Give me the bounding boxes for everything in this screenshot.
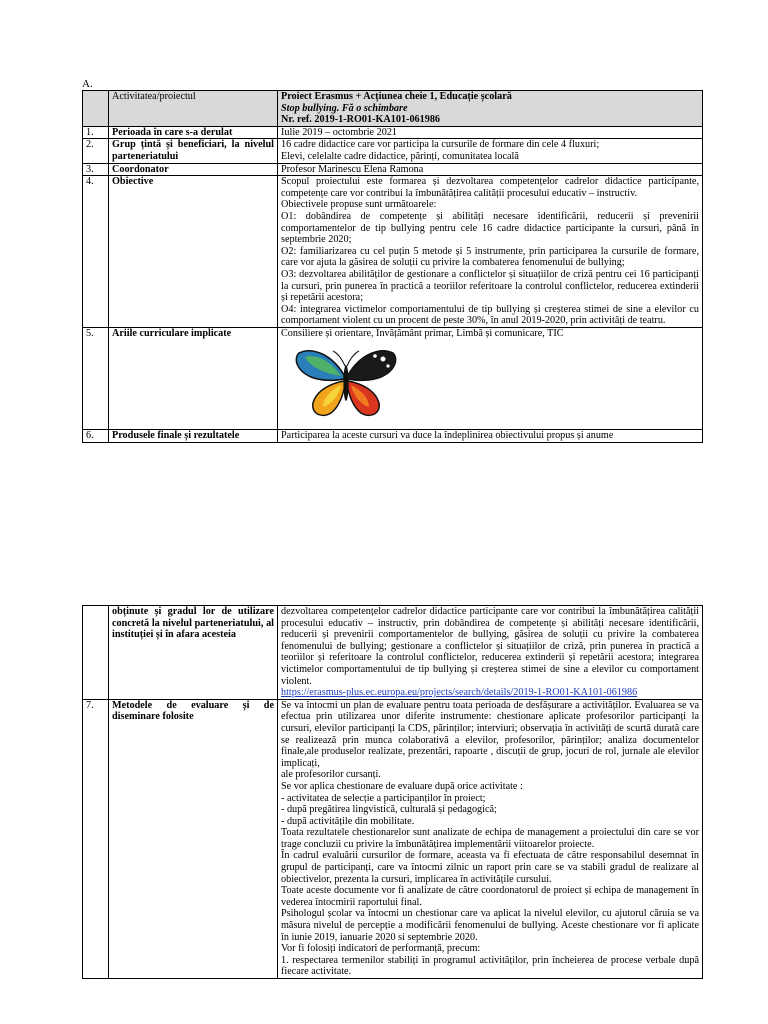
row-label: Coordonator: [109, 163, 278, 176]
table-row: [83, 176, 703, 328]
evaluation-paragraph: ale profesorilor cursanți.: [281, 769, 381, 781]
row-value: Participarea la aceste cursuri va duce la îndeplinirea obiectivului propus și anume: [278, 430, 703, 443]
row-number: 6.: [83, 430, 109, 443]
row-label: Obiective: [109, 176, 278, 328]
row-number-empty: [83, 606, 109, 700]
row-value: [278, 139, 703, 163]
target-group-line: 16 cadre didactice care vor participa la cursurile de formare din cele 4 fluxuri;: [281, 139, 600, 151]
evaluation-paragraph: 1. respectarea termenilor stabiliți în programul activităților, prin încheierea de procese verbale după fiecare activitate.: [281, 954, 699, 978]
project-link[interactable]: https://erasmus-plus.ec.europa.eu/projects/search/details/2019-1-RO01-KA101-061986: [281, 687, 638, 699]
row-number: 5.: [83, 327, 109, 430]
table-row: [83, 163, 703, 176]
butterfly-logo: [291, 345, 401, 423]
row-number: 3.: [83, 163, 109, 176]
project-title: Proiect Erasmus + Acțiunea cheie 1, Educație școlară: [281, 91, 512, 102]
row-label: Metodele de evaluare și de diseminare folosite: [109, 699, 278, 978]
evaluation-paragraph: Se vor aplica chestionare de evaluare după orice activitate :: [281, 780, 523, 792]
evaluation-paragraph: Toata rezultatele chestionarelor sunt analizate de echipa de management a proiectului din care se vor trage concluzii cu privire la îmbunătățirea implementării viitoarelor proiecte.: [281, 827, 699, 850]
evaluation-paragraph: În cadrul evaluării cursurilor de formare, aceasta va fi efectuata de către responsabilul desemnat în grupul de participanți, care va întocmi zilnic un raport prin care se va stabili gradul de realizare al obiectivelor, prezenta la cursuri, implicarea în activitățile cursului.: [281, 850, 699, 885]
project-table-page2: [82, 605, 703, 979]
results-text: dezvoltarea competențelor cadrelor didactice participante care vor contribui la îmbunătățirea calității procesului educativ – instructiv, prin dobândirea de competențe și abilități necesare identificării, reducerii și prevenirii comportamentelor de bullying, găsirea de soluții cu privire la combaterea fenomenului de bullying; gestionare a conflictelor și situațiilor de criză, prin punerea în practică a teoriilor și referitoare la controlul conflictelor, reducerea extinderii și repetării acestora; integrarea victimelor comportamentului de tip bullying și creșterea stimei de sine a elevilor cu comportament violent.: [281, 606, 699, 687]
table-header-row: [83, 91, 703, 127]
row-number: 2.: [83, 139, 109, 163]
evaluation-paragraph: Vor fi folosiți indicatori de performanță, precum:: [281, 943, 481, 955]
objectives-cell: [278, 176, 703, 328]
row-label: Perioada în care s-a derulat: [109, 126, 278, 139]
objectives-lead: Obiectivele propuse sunt următoarele:: [281, 199, 437, 211]
table-row: [83, 430, 703, 443]
header-title-cell: [278, 91, 703, 127]
project-table-page1: [82, 90, 703, 443]
results-cell: [278, 606, 703, 700]
table-row: [83, 327, 703, 430]
table-row: [83, 126, 703, 139]
evaluation-paragraph: Se va întocmi un plan de evaluare pentru toata perioada de desfășurare a activităților. Evaluarea se va efectua prin utilizarea unor diferite instrumente: chestionare aplicate profesorilor participanți la cursuri, elevilor participanți la CDS, părinților; interviuri; observația în activități de scurtă durată care se realizează prin munca colaborativă a elevilor, profesorilor, părinților; analiza documentelor finale,ale produselor realizate, prezentări, rapoarte , discuții de grup, jocuri de rol, jurnale ale elevilor implicați,: [281, 699, 699, 769]
row-label: Ariile curriculare implicate: [109, 327, 278, 430]
objective-o2: O2: familiarizarea cu cel puțin 5 metode și 5 instrumente, prin participarea la cursurile de formare, care vor ajuta la găsirea de soluții cu privire la combaterea fenomenului de bullying;: [281, 245, 699, 269]
row-label: Produsele finale și rezultatele: [109, 430, 278, 443]
row-label: Grup țintă și beneficiari, la nivelul parteneriatului: [109, 139, 278, 163]
row-number: 1.: [83, 126, 109, 139]
row-value: [278, 327, 703, 430]
row-number: 7.: [83, 699, 109, 978]
project-subtitle: Stop bullying. Fă o schimbare: [281, 102, 408, 114]
row-value: Iulie 2019 – octombrie 2021: [278, 126, 703, 139]
row-value: Profesor Marinescu Elena Ramona: [278, 163, 703, 176]
table-row: [83, 139, 703, 163]
beneficiaries-line: Elevi, celelalte cadre didactice, părinți, comunitatea locală: [281, 150, 519, 162]
section-label: A.: [82, 78, 93, 90]
objectives-intro: Scopul proiectului este formarea și dezvoltarea competențelor cadrelor didactice participante, competențe care vor contribui la îmbunătățirea calității procesului educativ – instructiv.: [281, 176, 699, 199]
evaluation-bullet: - activitatea de selecție a participanților în proiect;: [281, 792, 486, 804]
evaluation-bullet: - după pregătirea lingvistică, culturală și pedagogică;: [281, 804, 497, 816]
row-number: 4.: [83, 176, 109, 328]
curricular-areas: Consiliere și orientare, Învățământ primar, Limbă și comunicare, TIC: [281, 327, 564, 339]
header-empty-cell: [83, 91, 109, 127]
row-label: obținute și gradul lor de utilizare concretă la nivelul parteneriatului, al instituției și în afara acesteia: [109, 606, 278, 700]
objective-o1: O1: dobândirea de competențe și abilități necesare identificării, reducerii și prevenirii comportamentelor de tip bullying pentru cele 16 cadre didactice participante la cursuri, până în septembrie 2020;: [281, 210, 699, 246]
evaluation-paragraph: Psihologul școlar va întocmi un chestionar care va aplicat la nivelul elevilor, cu ajutorul căruia se va măsura nivelul de percepție a modificării fenomenului de bullying. Aceste chestionare vor fi aplicate în iunie 2019, ianuarie 2020 si septembrie 2020.: [281, 908, 699, 943]
table-row: [83, 606, 703, 700]
header-left-cell: Activitatea/proiectul: [109, 91, 278, 127]
table-row: [83, 699, 703, 978]
objective-o3: O3: dezvoltarea abilităților de gestionare a conflictelor și situațiilor de criză pentru cei 16 participanți la cursuri, prin punerea în practică a teoriilor referitoare la controlul conflictelor, reducerea extinderii și repetării acestora;: [281, 268, 699, 304]
evaluation-cell: [278, 699, 703, 978]
objective-o4: O4: integrarea victimelor comportamentului de tip bullying și creșterea stimei de sine a elevilor cu comportament violent cu un procent de peste 30%, în anul 2019-2020, prin activități de teatru.: [281, 303, 699, 327]
evaluation-paragraph: Toate aceste documente vor fi analizate de către coordonatorul de proiect și echipa de management în vederea întocmirii raportului final.: [281, 885, 699, 908]
project-reference: Nr. ref. 2019-1-RO01-KA101-061986: [281, 114, 441, 126]
evaluation-bullet: - după activitățile din mobilitate.: [281, 815, 415, 827]
